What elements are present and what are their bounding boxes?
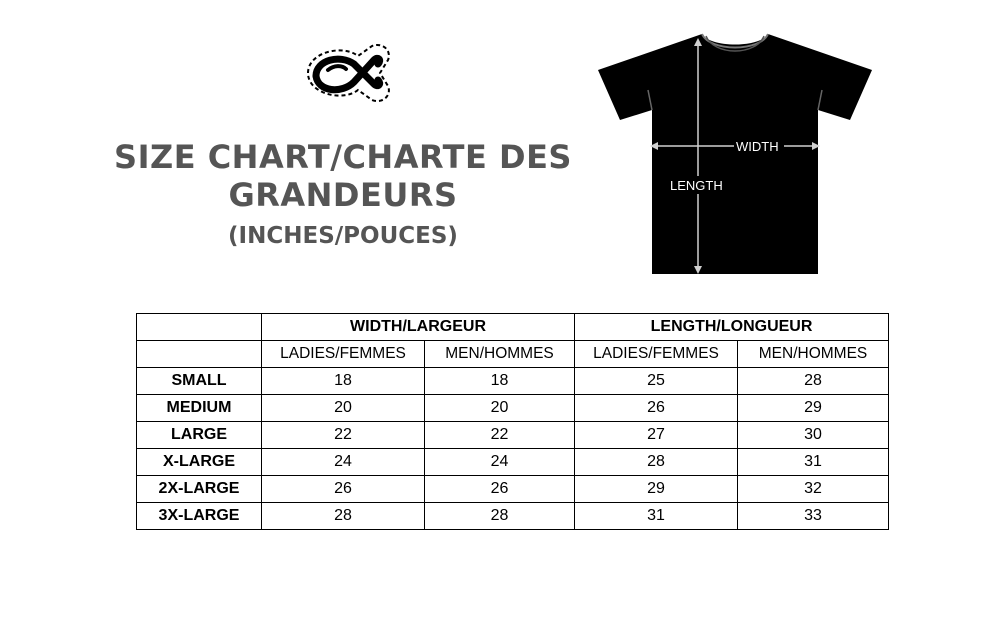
subheader-width-ladies: LADIES/FEMMES (262, 341, 425, 368)
table-cell: 33 (738, 503, 889, 530)
page-title (108, 138, 578, 214)
table-row (137, 449, 889, 476)
fish-logo-icon (298, 40, 398, 106)
table-cell: 31 (738, 449, 889, 476)
table-cell: 30 (738, 422, 889, 449)
table-cell: 32 (738, 476, 889, 503)
table-cell: 24 (425, 449, 575, 476)
table-cell: 29 (738, 395, 889, 422)
table-cell: 18 (262, 368, 425, 395)
table-group-header-row (137, 314, 889, 341)
table-cell: 20 (425, 395, 575, 422)
table-cell: 24 (262, 449, 425, 476)
title-line-1: SIZE CHART/CHARTE DES (114, 138, 572, 176)
table-cell: 20 (262, 395, 425, 422)
table-subheader-row (137, 341, 889, 368)
subheader-length-ladies: LADIES/FEMMES (575, 341, 738, 368)
table-cell: 28 (738, 368, 889, 395)
table-cell: 22 (425, 422, 575, 449)
table-cell: 22 (262, 422, 425, 449)
group-header-length: LENGTH/LONGUEUR (575, 314, 889, 341)
subheader-width-men: MEN/HOMMES (425, 341, 575, 368)
table-cell: 26 (575, 395, 738, 422)
size-label: X-LARGE (137, 449, 262, 476)
table-row (137, 476, 889, 503)
size-chart-table (136, 313, 889, 530)
table-row (137, 422, 889, 449)
table-cell: 26 (425, 476, 575, 503)
subheader-length-men: MEN/HOMMES (738, 341, 889, 368)
page-subtitle: (INCHES/POUCES) (228, 223, 458, 249)
corner-cell (137, 341, 262, 368)
table-row (137, 368, 889, 395)
table-cell: 28 (425, 503, 575, 530)
size-label: LARGE (137, 422, 262, 449)
size-label: 2X-LARGE (137, 476, 262, 503)
size-label: MEDIUM (137, 395, 262, 422)
table-cell: 25 (575, 368, 738, 395)
corner-cell (137, 314, 262, 341)
size-label: 3X-LARGE (137, 503, 262, 530)
size-label: SMALL (137, 368, 262, 395)
table-cell: 27 (575, 422, 738, 449)
table-cell: 26 (262, 476, 425, 503)
title-line-2: GRANDEURS (228, 176, 458, 214)
table-cell: 18 (425, 368, 575, 395)
table-cell: 29 (575, 476, 738, 503)
length-label: LENGTH (670, 178, 723, 193)
table-cell: 31 (575, 503, 738, 530)
table-cell: 28 (262, 503, 425, 530)
table-row (137, 395, 889, 422)
table-cell: 28 (575, 449, 738, 476)
table-row (137, 503, 889, 530)
width-label: WIDTH (736, 139, 779, 154)
group-header-width: WIDTH/LARGEUR (262, 314, 575, 341)
tshirt-diagram (590, 30, 880, 280)
